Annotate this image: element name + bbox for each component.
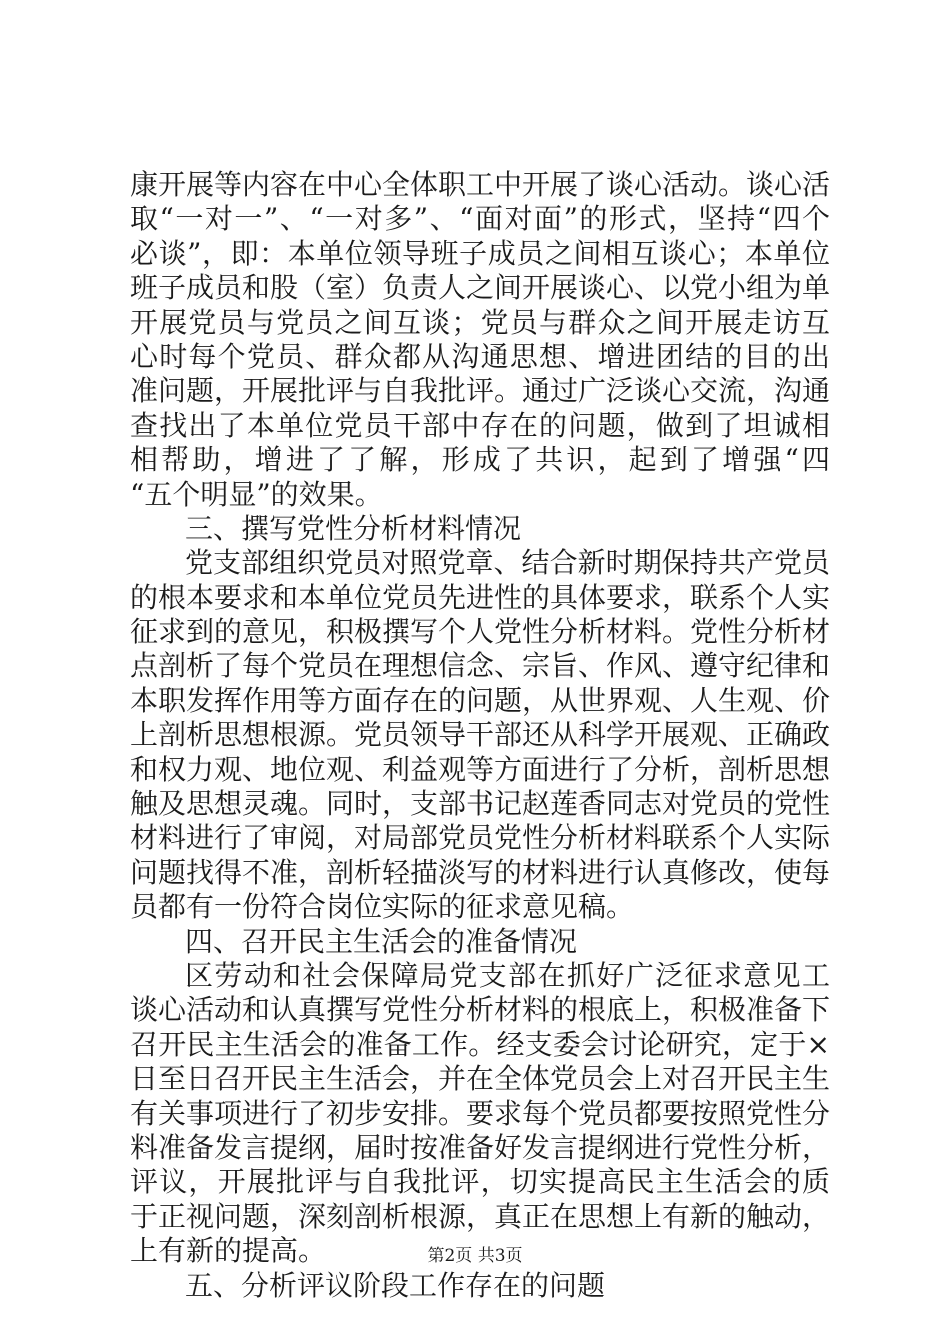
text-line: 必谈”，即：本单位领导班子成员之间相互谈心；本单位 (130, 236, 830, 270)
text-line: 心时每个党员、群众都从沟通思想、增进团结的目的出 (130, 339, 830, 373)
text-line: 上剖析思想根源。党员领导干部还从科学开展观、正确政 (130, 718, 830, 752)
text-line: 材料进行了审阅，对局部党员党性分析材料联系个人实际 (130, 821, 830, 855)
section-heading-3: 三、撰写党性分析材料情况 (185, 511, 522, 545)
text-line: 和权力观、地位观、利益观等方面进行了分析，剖析思想 (130, 752, 830, 786)
text-line: 征求到的意见，积极撰写个人党性分析材料。党性分析材 (130, 615, 830, 649)
section-heading-5: 五、分析评议阶段工作存在的问题 (185, 1268, 606, 1302)
text-line: 上有新的提高。 (130, 1234, 327, 1268)
text-line: 于正视问题，深刻剖析根源，真正在思想上有新的触动， (130, 1199, 830, 1233)
text-line: 开展党员与党员之间互谈；党员与群众之间开展走访互 (130, 305, 830, 339)
text-line: 准问题，开展批评与自我批评。通过广泛谈心交流，沟通 (130, 374, 830, 408)
text-line: 本职发挥作用等方面存在的问题，从世界观、人生观、价 (130, 683, 830, 717)
text-line: 触及思想灵魂。同时，支部书记赵莲香同志对党员的党性 (130, 787, 830, 821)
text-line: 查找出了本单位党员干部中存在的问题，做到了坦诚相 (130, 408, 830, 442)
text-line: 料准备发言提纲，届时按准备好发言提纲进行党性分析， (130, 1130, 830, 1164)
text-line: 日至日召开民主生活会，并在全体党员会上对召开民主生 (130, 1062, 830, 1096)
text-line: “五个明显”的效果。 (130, 477, 383, 511)
document-body (130, 168, 830, 1303)
section-heading-4: 四、召开民主生活会的准备情况 (185, 924, 578, 958)
text-line: 谈心活动和认真撰写党性分析材料的根底上，积极准备下 (130, 993, 830, 1027)
page-footer: 第2页 共3页 (427, 1246, 523, 1266)
text-line: 取“一对一”、“一对多”、“面对面”的形式，坚持“四个 (130, 202, 830, 236)
text-line: 召开民主生活会的准备工作。经支委会讨论研究，定于× (130, 1027, 830, 1061)
text-line: 员都有一份符合岗位实际的征求意见稿。 (130, 890, 635, 924)
text-line: 有关事项进行了初步安排。要求每个党员都要按照党性分 (130, 1096, 830, 1130)
text-line: 班子成员和股（室）负责人之间开展谈心、以党小组为单 (130, 271, 830, 305)
text-line: 康开展等内容在中心全体职工中开展了谈心活动。谈心活 (130, 168, 830, 201)
text-line: 评议，开展批评与自我批评，切实提高民主生活会的质 (130, 1165, 830, 1199)
text-line: 党支部组织党员对照党章、结合新时期保持共产党员 (185, 546, 830, 580)
text-line: 点剖析了每个党员在理想信念、宗旨、作风、遵守纪律和 (130, 649, 830, 683)
text-line: 的根本要求和本单位党员先进性的具体要求，联系个人实 (130, 580, 830, 614)
text-line: 问题找得不准，剖析轻描淡写的材料进行认真修改，使每 (130, 855, 830, 889)
text-line: 相帮助，增进了了解，形成了共识，起到了增强“四 (130, 443, 830, 477)
text-line: 区劳动和社会保障局党支部在抓好广泛征求意见工 (185, 958, 830, 992)
